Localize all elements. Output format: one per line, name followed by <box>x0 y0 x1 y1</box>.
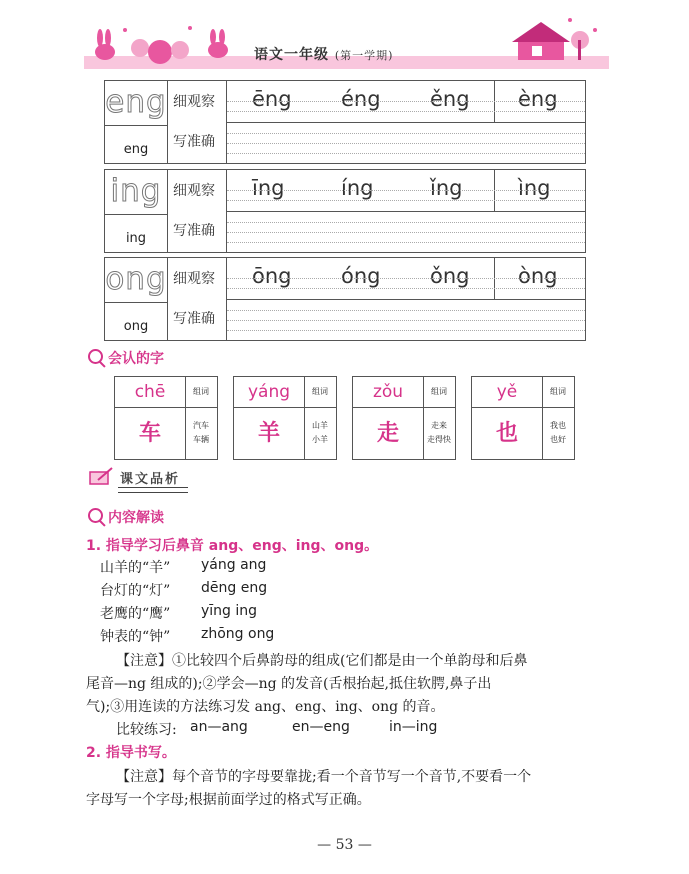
recognize-heading: 会认的字 <box>108 351 164 367</box>
compare-item: an—ang <box>190 719 248 735</box>
card-pinyin: yě <box>496 382 518 402</box>
card-char: 车 <box>138 420 161 446</box>
card-label: 组词 <box>312 387 328 396</box>
page-number: — 53 — <box>317 837 372 853</box>
card-word: 走得快 <box>427 435 451 444</box>
tone-1: īng <box>252 176 285 200</box>
tone-1: ōng <box>252 264 292 288</box>
pencil-icon <box>88 466 114 488</box>
card-char: 也 <box>495 420 518 446</box>
compare-item: en—eng <box>292 719 350 735</box>
example-word: 老鹰的“鹰” <box>100 606 171 622</box>
card-word: 走来 <box>431 421 447 430</box>
char-card-ye <box>471 376 575 460</box>
card-pinyin: zǒu <box>372 382 404 402</box>
header-subtitle: (第一学期) <box>334 49 394 62</box>
note-line: 字母写一个字母;根据前面学过的格式写正确。 <box>86 792 371 808</box>
item2-title: 2. 指导书写。 <box>86 745 176 761</box>
card-label: 组词 <box>193 387 209 396</box>
char-card-zou <box>352 376 456 460</box>
tone-3: ěng <box>430 87 470 111</box>
header-decoration <box>0 0 689 78</box>
card-word: 我也 <box>550 421 566 430</box>
magnifier-icon <box>88 349 103 364</box>
compare-item: in—ing <box>389 719 438 735</box>
char-card-yang <box>233 376 337 460</box>
magnifier-icon <box>88 508 103 523</box>
observe-label: 细观察 <box>173 271 215 287</box>
write-label: 写准确 <box>173 311 215 327</box>
card-pinyin: yáng <box>247 382 291 402</box>
tone-2: éng <box>341 87 381 111</box>
small-letters: ong <box>105 302 167 341</box>
card-label: 组词 <box>431 387 447 396</box>
card-word: 车辆 <box>193 435 209 444</box>
note-line: 气);③用连读的方法练习发 ang、eng、ing、ong 的音。 <box>86 699 445 715</box>
phonics-block-ing <box>104 169 586 253</box>
card-word: 山羊 <box>312 421 328 430</box>
example-word: 山羊的“羊” <box>100 560 171 576</box>
example-word: 台灯的“灯” <box>100 583 171 599</box>
big-letters: eng <box>105 84 167 120</box>
item1-title: 1. 指导学习后鼻音 ang、eng、ing、ong。 <box>86 538 379 554</box>
write-label: 写准确 <box>173 134 215 150</box>
write-label: 写准确 <box>173 223 215 239</box>
example-pinyin: dēng eng <box>201 580 268 596</box>
tone-3: ǐng <box>430 176 463 200</box>
note-line: 【注意】①比较四个后鼻韵母的组成(它们都是由一个单韵母和后鼻 <box>116 653 528 669</box>
example-pinyin: yīng ing <box>201 603 258 619</box>
example-pinyin: zhōng ong <box>201 626 275 642</box>
tone-4: òng <box>518 264 558 288</box>
tone-2: íng <box>341 176 374 200</box>
note-line: 尾音—ng 组成的);②学会—ng 的发音(舌根抬起,抵住软腭,鼻子出 <box>86 676 492 692</box>
small-letters: eng <box>105 125 167 164</box>
card-word: 小羊 <box>312 435 328 444</box>
tone-2: óng <box>341 264 381 288</box>
card-char: 走 <box>376 420 399 446</box>
note-line: 【注意】每个音节的字母要靠拢;看一个音节写一个音节,不要看一个 <box>116 769 532 785</box>
header-title-text: 语文一年级 <box>254 47 329 63</box>
card-label: 组词 <box>550 387 566 396</box>
page-header <box>0 0 689 78</box>
analysis-title: 课文品析 <box>120 472 181 487</box>
example-pinyin: yáng ang <box>201 557 267 573</box>
card-pinyin: chē <box>134 382 166 402</box>
header-title <box>254 44 393 64</box>
char-card-che <box>114 376 218 460</box>
small-letters: ing <box>105 214 167 253</box>
phonics-block-eng <box>104 80 586 164</box>
tone-4: ìng <box>518 176 551 200</box>
observe-label: 细观察 <box>173 183 215 199</box>
content-heading: 内容解读 <box>108 510 164 526</box>
big-letters: ing <box>110 173 162 209</box>
compare-label: 比较练习: <box>116 722 177 738</box>
tone-1: ēng <box>252 87 292 111</box>
tone-3: ǒng <box>430 264 470 288</box>
example-word: 钟表的“钟” <box>100 629 171 645</box>
big-letters: ong <box>105 261 167 297</box>
card-word: 也好 <box>550 435 566 444</box>
observe-label: 细观察 <box>173 94 215 110</box>
phonics-block-ong <box>104 257 586 341</box>
card-word: 汽车 <box>193 421 209 430</box>
card-char: 羊 <box>257 420 280 446</box>
title-underline <box>118 487 188 493</box>
tone-4: èng <box>518 87 558 111</box>
